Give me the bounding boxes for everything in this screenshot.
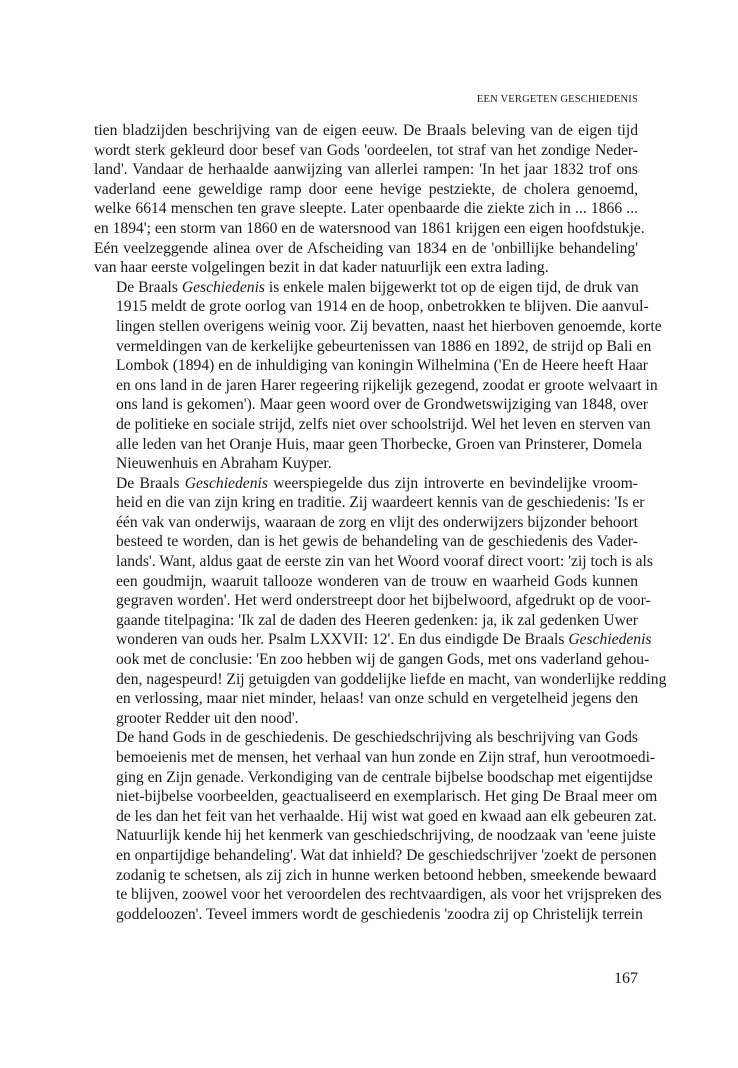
- text-fragment: is enkele malen bijgewerkt tot op de eigen tijd, de druk van: [264, 278, 639, 296]
- text-line: heid en die van zijn kring en traditie. Zij waardeert kennis van de geschiedenis: 'Is er: [116, 494, 645, 512]
- body-text: [94, 121, 667, 924]
- text-line: [94, 630, 652, 650]
- text-line: de les dan het feit van het verhaalde. Hij wist wat goed en kwaad aan elk gebeuren zat.: [116, 807, 657, 825]
- text-line: [94, 474, 638, 494]
- text-line: en onpartijdige behandeling'. Wat dat inhield? De geschiedschrijver 'zoekt de personen: [116, 846, 657, 864]
- page-number: 167: [614, 970, 638, 987]
- text-line: welke 6614 menschen ten grave sleepte. Later openbaarde die ziekte zich in ... 1866 ...: [94, 200, 638, 218]
- text-fragment: wonderen van ouds her. Psalm LXXVII: 12'. En dus eindigde De Braals: [116, 631, 569, 649]
- text-line: van haar eerste volgelingen bezit in dat kader natuurlijk een extra lading.: [94, 259, 549, 277]
- text-line: één vak van onderwijs, waaraan de zorg en vlijt des onderwijzers bijzonder behoort: [116, 513, 638, 531]
- book-title-italic: Geschiedenis: [568, 631, 652, 649]
- text-line: grooter Redder uit den nood'.: [116, 709, 299, 727]
- text-line: Natuurlijk kende hij het kenmerk van geschiedschrijving, de noodzaak van 'eene juiste: [116, 827, 656, 845]
- paragraph-1: [94, 121, 645, 278]
- text-line: wordt sterk gekleurd door besef van Gods 'oordeelen, tot straf van het zondige Neder-: [94, 141, 638, 159]
- text-line: en 1894'; een storm van 1860 en de watersnood van 1861 krijgen een eigen hoofdstukje.: [94, 219, 645, 237]
- text-line: ons land is gekomen'). Maar geen woord over de Grondwetswijziging van 1848, over: [116, 396, 648, 414]
- paragraph-3: [94, 474, 667, 729]
- text-line: de politieke en sociale strijd, zelfs niet over schoolstrijd. Wel het leven en sterven van: [116, 415, 651, 433]
- text-fragment: De Braals: [116, 474, 185, 492]
- text-fragment: De Braals: [116, 278, 182, 296]
- text-line: den, nagespeurd! Zij getuigden van goddelijke liefde en macht, van wonderlijke redding: [116, 670, 667, 688]
- text-line: zodanig te schetsen, als zij zich in hunne werken betoond hebben, smeekende bewaard: [116, 866, 657, 884]
- text-line: De hand Gods in de geschiedenis. De geschiedschrijving als beschrijving van Gods: [116, 729, 638, 747]
- text-line: alle leden van het Oranje Huis, maar geen Thorbecke, Groen van Prinsterer, Domela: [116, 435, 643, 453]
- paragraph-4: [94, 728, 662, 924]
- text-line: [94, 278, 638, 298]
- text-line: ging en Zijn genade. Verkondiging van de centrale bijbelse boodschap met eigentijdse: [116, 768, 653, 786]
- book-title-italic: Geschiedenis: [181, 278, 265, 296]
- text-line: besteed te worden, dan is het gewis de behandeling van de geschiedenis des Vader-: [116, 533, 638, 551]
- text-line: en verlossing, maar niet minder, helaas! van onze schuld en vergetelheid jegens den: [116, 690, 639, 708]
- text-line: niet-bijbelse voorbeelden, geactualiseerd en exemplarisch. Het ging De Braal meer om: [116, 788, 658, 806]
- text-line: land'. Vandaar de herhaalde aanwijzing van allerlei rampen: 'In het jaar 1832 trof ons: [94, 161, 638, 179]
- text-line: gegraven worden'. Het werd onderstreept door het bijbelwoord, afgedrukt op de voor-: [116, 592, 651, 610]
- text-line: te blijven, zoowel voor het veroordelen des rechtvaardigen, als voor het vrijspreken des: [116, 886, 662, 904]
- text-line: goddeloozen'. Teveel immers wordt de geschiedenis 'zoodra zij op Christelijk terrein: [116, 905, 643, 923]
- text-line: tien bladzijden beschrijving van de eigen eeuw. De Braals beleving van de eigen tijd: [94, 122, 638, 139]
- book-title-italic: Geschiedenis: [184, 474, 268, 492]
- text-line: bemoeienis met de mensen, het verhaal van hun zonde en Zijn straf, hun verootmoedi-: [116, 749, 656, 766]
- text-line: Lombok (1894) en de inhuldiging van koningin Wilhelmina ('En de Heere heeft Haar: [116, 357, 648, 375]
- paragraph-2: [94, 278, 662, 474]
- text-line: vermeldingen van de kerkelijke gebeurtenissen van 1886 en 1892, de strijd op Bali en: [116, 337, 652, 355]
- text-line: en ons land in de jaren Harer regeering rijkelijk gezegend, zoodat er groote welvaart in: [116, 376, 658, 394]
- text-line: ook met de conclusie: 'En zoo hebben wij de gangen Gods, met ons vaderland gehou-: [116, 651, 650, 669]
- running-head: EEN VERGETEN GESCHIEDENIS: [476, 94, 638, 105]
- text-line: vaderland eene geweldige ramp door eene hevige pestziekte, de cholera genoemd,: [94, 180, 638, 198]
- text-line: een goudmijn, waaruit tallooze wonderen van de trouw en waarheid Gods kunnen: [116, 572, 638, 590]
- text-line: Nieuwenhuis en Abraham Kuyper.: [116, 455, 332, 473]
- text-line: lingen stellen overigens weinig voor. Zij bevatten, naast het hierboven genoemde, korte: [116, 317, 662, 335]
- text-line: gaande titelpagina: 'Ik zal de daden des Heeren gedenken: ja, ik zal gedenken Uwer: [116, 611, 638, 629]
- text-line: 1915 meldt de grote oorlog van 1914 en de hoop, onbetrokken te blijven. Die aanvul-: [116, 298, 649, 316]
- text-fragment: weerspiegelde dus zijn introverte en bevindelijke vroom-: [267, 474, 638, 492]
- text-line: Eén veelzeggende alinea over de Afscheiding van 1834 en de 'onbillijke behandeling': [94, 239, 638, 257]
- text-line: lands'. Want, aldus gaat de eerste zin van het Woord vooraf direct voort: 'zij toch is als: [116, 553, 653, 571]
